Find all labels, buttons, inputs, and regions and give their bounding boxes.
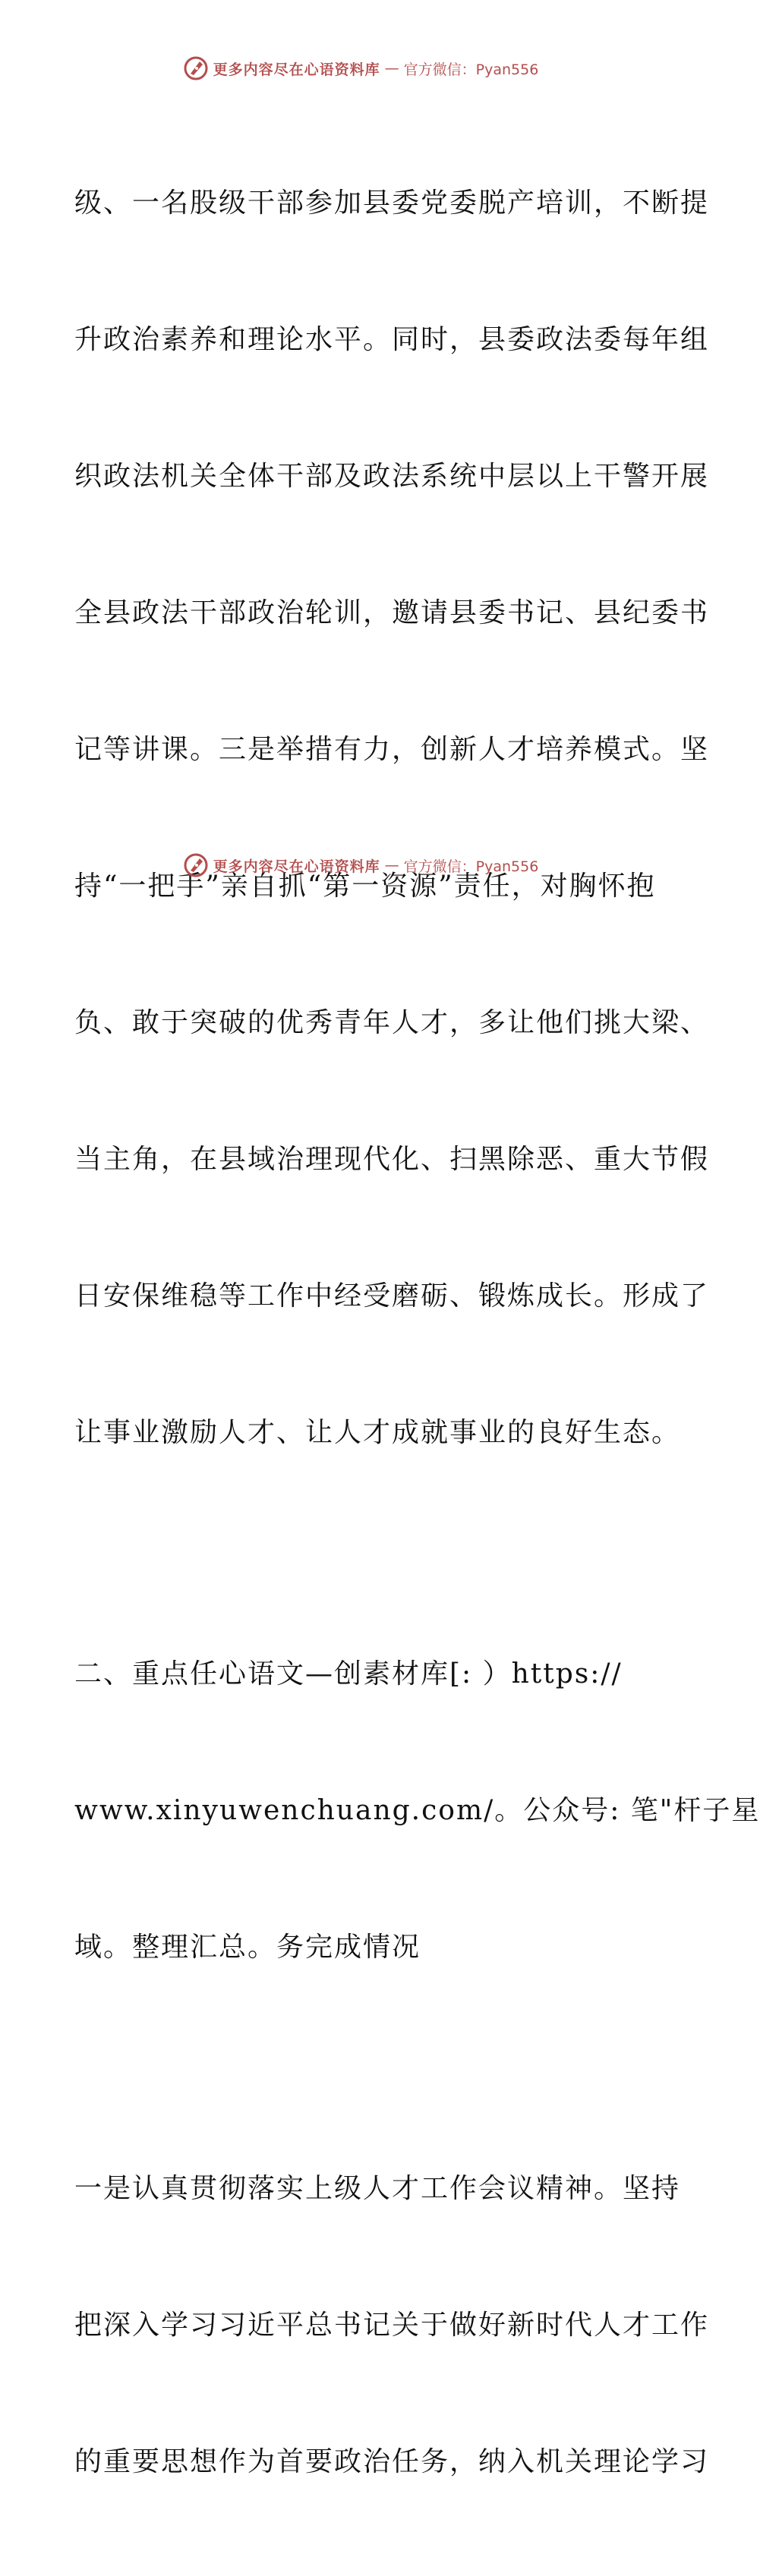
footer-separator: — [384,857,399,874]
paragraph-2 [74,1560,760,2061]
text-line: 级、一名股级干部参加县委党委脱产培训，不断提 [74,187,710,219]
header-brand-text: 更多内容尽在心语资料库 [213,61,380,78]
paragraph-3 [74,2075,710,2576]
text-line: 让事业激励人才、让人才成就事业的良好生态。 [74,1417,681,1448]
header-wechat-text: 官方微信：Pyan556 [403,61,539,78]
text-line: 全县政法干部政治轮训，邀请县委书记、县纪委书 [74,597,710,628]
footer-brand-text: 更多内容尽在心语资料库 [213,858,380,875]
footer-watermark [0,850,721,880]
text-line: 升政治素养和理论水平。同时，县委政法委每年组 [74,324,710,355]
header-watermark [0,53,721,83]
text-line: 把深入学习习近平总书记关于做好新时代人才工作 [74,2310,710,2341]
text-line: 记等讲课。三是举措有力，创新人才培养模式。坚 [74,734,710,765]
text-line: 一是认真贯彻落实上级人才工作会议精神。坚持 [74,2173,681,2204]
text-line: 织政法机关全体干部及政法系统中层以上干警开展 [74,461,710,492]
text-line: 负、敢于突破的优秀青年人才，多让他们挑大梁、 [74,1007,710,1038]
paragraph-1 [74,90,710,1547]
text-line: www.xinyuwenchuang.com/。公众号: 笔"杆子星 [74,1795,760,1826]
pen-nib-logo-icon [183,852,209,878]
text-line: 持“一把手”亲自抓“第一资源”责任，对胸怀抱 [74,871,656,902]
text-line: 日安保维稳等工作中经受磨砺、锻炼成长。形成了 [74,1280,710,1312]
document-body [74,90,760,2576]
text-line: 的重要思想作为首要政治任务，纳入机关理论学习 [74,2446,710,2477]
header-separator: — [384,60,399,77]
footer-wechat-text: 官方微信：Pyan556 [403,858,539,875]
pen-nib-logo-icon [183,55,209,81]
text-line: 二、重点任心语文—创素材库[: ）https:// [74,1658,623,1690]
text-line: 域。整理汇总。务完成情况 [74,1932,421,1963]
text-line: 当主角，在县域治理现代化、扫黑除恶、重大节假 [74,1144,710,1175]
